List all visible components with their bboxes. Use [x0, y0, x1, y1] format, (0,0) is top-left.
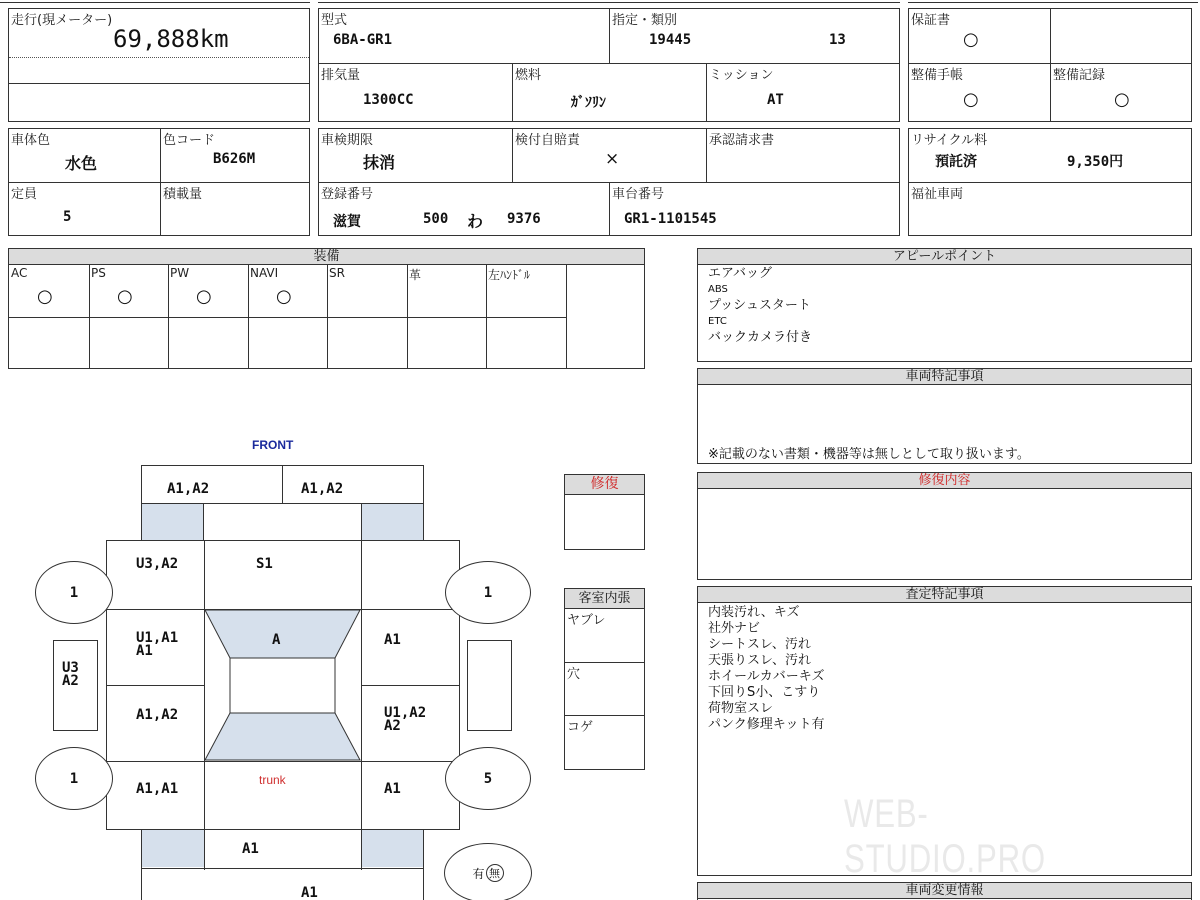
divider — [361, 830, 362, 870]
special-notes-panel — [697, 368, 1192, 464]
registration-number: 9376 — [507, 211, 541, 227]
pillar-outline — [141, 503, 204, 541]
roof-shape — [230, 658, 335, 713]
spare-tire — [444, 843, 532, 900]
right-front-fender-grade: A1 — [384, 632, 401, 648]
windshield-shape — [205, 610, 360, 658]
divider — [361, 685, 460, 686]
interior-item: コゲ — [567, 720, 594, 735]
divider — [106, 761, 460, 762]
capacity-value: 5 — [63, 209, 72, 225]
assessment-title: 査定特記事項 — [698, 587, 1191, 603]
equipment-mark: ○ — [37, 286, 53, 307]
fuel-value: ｶﾞｿﾘﾝ — [571, 95, 606, 111]
divider — [1050, 9, 1051, 122]
front-bumper-right-grade: A1,A2 — [301, 481, 344, 497]
registration-label: 登録番号 — [321, 187, 374, 202]
body-color-value: 水色 — [65, 154, 98, 173]
warranty-box — [908, 8, 1192, 122]
equipment-title: 装備 — [9, 249, 644, 265]
interior-item: ヤブレ — [567, 613, 606, 628]
rear-panel-grade: A1 — [242, 841, 259, 857]
special-notes-title: 車両特記事項 — [698, 369, 1191, 385]
interior-title: 客室内張 — [565, 589, 644, 609]
right-side-panel[interactable] — [467, 640, 512, 731]
change-info-title: 車両変更情報 — [698, 883, 1191, 899]
service-book-label: 整備手帳 — [911, 68, 964, 83]
mileage-value: 69,888km — [113, 25, 229, 53]
color-code-label: 色コード — [163, 133, 216, 148]
appeal-line: ABS — [708, 284, 728, 295]
front-bumper-left-grade: A1,A2 — [167, 481, 210, 497]
watermark: WEB-STUDIO.PRO — [844, 792, 1046, 881]
top-rule — [908, 2, 1198, 3]
appeal-title: アピールポイント — [698, 249, 1191, 265]
assessment-line: 荷物室スレ — [708, 701, 774, 716]
special-notes-text: ※記載のない書類・機器等は無しとして取り扱います。 — [708, 447, 1030, 462]
assessment-line: 下回りS小、こすり — [708, 685, 821, 700]
right-front-door-grade: U1,A2 A2 — [384, 705, 427, 734]
divider — [282, 466, 283, 503]
repair-content-panel — [697, 472, 1192, 580]
equipment-label: 革 — [409, 268, 422, 282]
hood-left-grade: U3,A2 — [136, 556, 179, 572]
tire-front-left[interactable]: 1 — [35, 561, 113, 624]
equipment-mark: ○ — [276, 286, 292, 307]
assessment-line: シートスレ、汚れ — [708, 637, 811, 652]
insurance-value: × — [605, 149, 620, 169]
tire-rear-right[interactable]: 5 — [445, 747, 531, 810]
model-label: 型式 — [321, 13, 348, 28]
recycle-amount: 9,350円 — [1067, 154, 1124, 170]
service-record-label: 整備記録 — [1053, 68, 1106, 83]
fuel-label: 燃料 — [515, 68, 542, 83]
registration-class: 500 — [423, 211, 449, 227]
transmission-label: ミッション — [709, 68, 774, 83]
appeal-line: エアバッグ — [708, 266, 772, 281]
change-info-panel — [697, 882, 1192, 900]
appeal-line: ETC — [708, 316, 727, 327]
welfare-label: 福祉車両 — [911, 187, 964, 202]
chassis-value: GR1-1101545 — [624, 211, 717, 227]
chassis-label: 車台番号 — [612, 187, 665, 202]
divider — [142, 868, 423, 869]
equipment-label: NAVI — [250, 266, 279, 280]
warranty-mark: ○ — [963, 29, 979, 50]
left-rear-grade: A1,A1 — [136, 781, 179, 797]
divider — [566, 265, 567, 369]
recycle-box — [908, 128, 1192, 236]
appeal-panel — [697, 248, 1192, 362]
body-color-label: 車体色 — [11, 133, 51, 148]
assessment-line: パンク修理キット有 — [708, 717, 825, 732]
hood-grade: S1 — [256, 556, 273, 572]
mileage-label: 走行(現メーター) — [11, 13, 113, 28]
displacement-label: 排気量 — [321, 68, 361, 83]
divider — [106, 685, 204, 686]
divider — [609, 182, 610, 236]
inspection-value: 抹消 — [363, 153, 396, 172]
cabin-glass — [204, 609, 361, 761]
repair-box-title: 修復 — [565, 475, 644, 495]
divider — [204, 830, 205, 870]
recycle-label: リサイクル料 — [911, 133, 988, 148]
rear-bumper[interactable] — [141, 829, 424, 900]
load-label: 積載量 — [163, 187, 203, 202]
repair-content-title: 修復内容 — [698, 473, 1191, 489]
assessment-line: 天張りスレ、汚れ — [708, 653, 811, 668]
left-side-grade: U3 A2 — [62, 660, 79, 689]
service-record-mark: ○ — [1114, 89, 1130, 110]
tire-rear-left[interactable]: 1 — [35, 747, 113, 810]
tire-front-right[interactable]: 1 — [445, 561, 531, 624]
inspection-label: 車検期限 — [321, 133, 374, 148]
recycle-status: 預託済 — [935, 154, 977, 170]
warranty-label: 保証書 — [911, 13, 951, 28]
assessment-line: ホイールカバーキズ — [708, 669, 825, 684]
interior-item: 穴 — [567, 667, 581, 682]
divider — [706, 63, 707, 122]
capacity-label: 定員 — [11, 187, 38, 202]
insurance-label: 検付自賠責 — [515, 133, 581, 148]
equipment-label: PW — [170, 266, 190, 280]
assessment-panel — [697, 586, 1192, 881]
spare-no: 無 — [486, 864, 504, 882]
equipment-label: SR — [329, 266, 345, 280]
registration-region: 滋賀 — [333, 214, 361, 230]
left-front-fender-grade: U1,A1 A1 — [136, 630, 179, 659]
trunk-label: trunk — [259, 773, 286, 787]
assessment-line: 社外ナビ — [708, 621, 761, 636]
equipment-label: PS — [91, 266, 106, 280]
repair-box — [564, 474, 645, 550]
appeal-line: プッシュスタート — [708, 298, 811, 313]
interior-box — [564, 588, 645, 770]
spare-yes: 有 — [472, 866, 485, 881]
equipment-label: 左ﾊﾝﾄﾞﾙ — [488, 268, 531, 282]
registration-kana: わ — [467, 212, 484, 231]
model-value: 6BA-GR1 — [333, 32, 393, 48]
rear-bumper-grade: A1 — [301, 885, 318, 900]
assessment-line: 内装汚れ、キズ — [708, 605, 800, 620]
designation-label: 指定・類別 — [612, 13, 678, 28]
equipment-mark: ○ — [117, 286, 133, 307]
designation-value: 19445 — [649, 32, 692, 48]
approval-label: 承認請求書 — [709, 133, 775, 148]
divider — [706, 129, 707, 182]
pillar-outline — [361, 503, 424, 541]
displacement-value: 1300CC — [363, 92, 414, 108]
front-label: FRONT — [252, 438, 294, 452]
color-code-value: B626M — [213, 151, 256, 167]
rear-window-shape — [205, 713, 360, 760]
service-book-mark: ○ — [963, 89, 979, 110]
category-value: 13 — [829, 32, 846, 48]
left-front-door-grade: A1,A2 — [136, 707, 179, 723]
right-rear-grade: A1 — [384, 781, 401, 797]
windshield-grade: A — [272, 632, 281, 648]
transmission-value: AT — [767, 92, 784, 108]
appeal-line: バックカメラ付き — [708, 330, 813, 345]
divider — [609, 9, 610, 63]
equipment-label: AC — [11, 266, 28, 280]
equipment-mark: ○ — [196, 286, 212, 307]
car-diagram — [0, 0, 560, 900]
